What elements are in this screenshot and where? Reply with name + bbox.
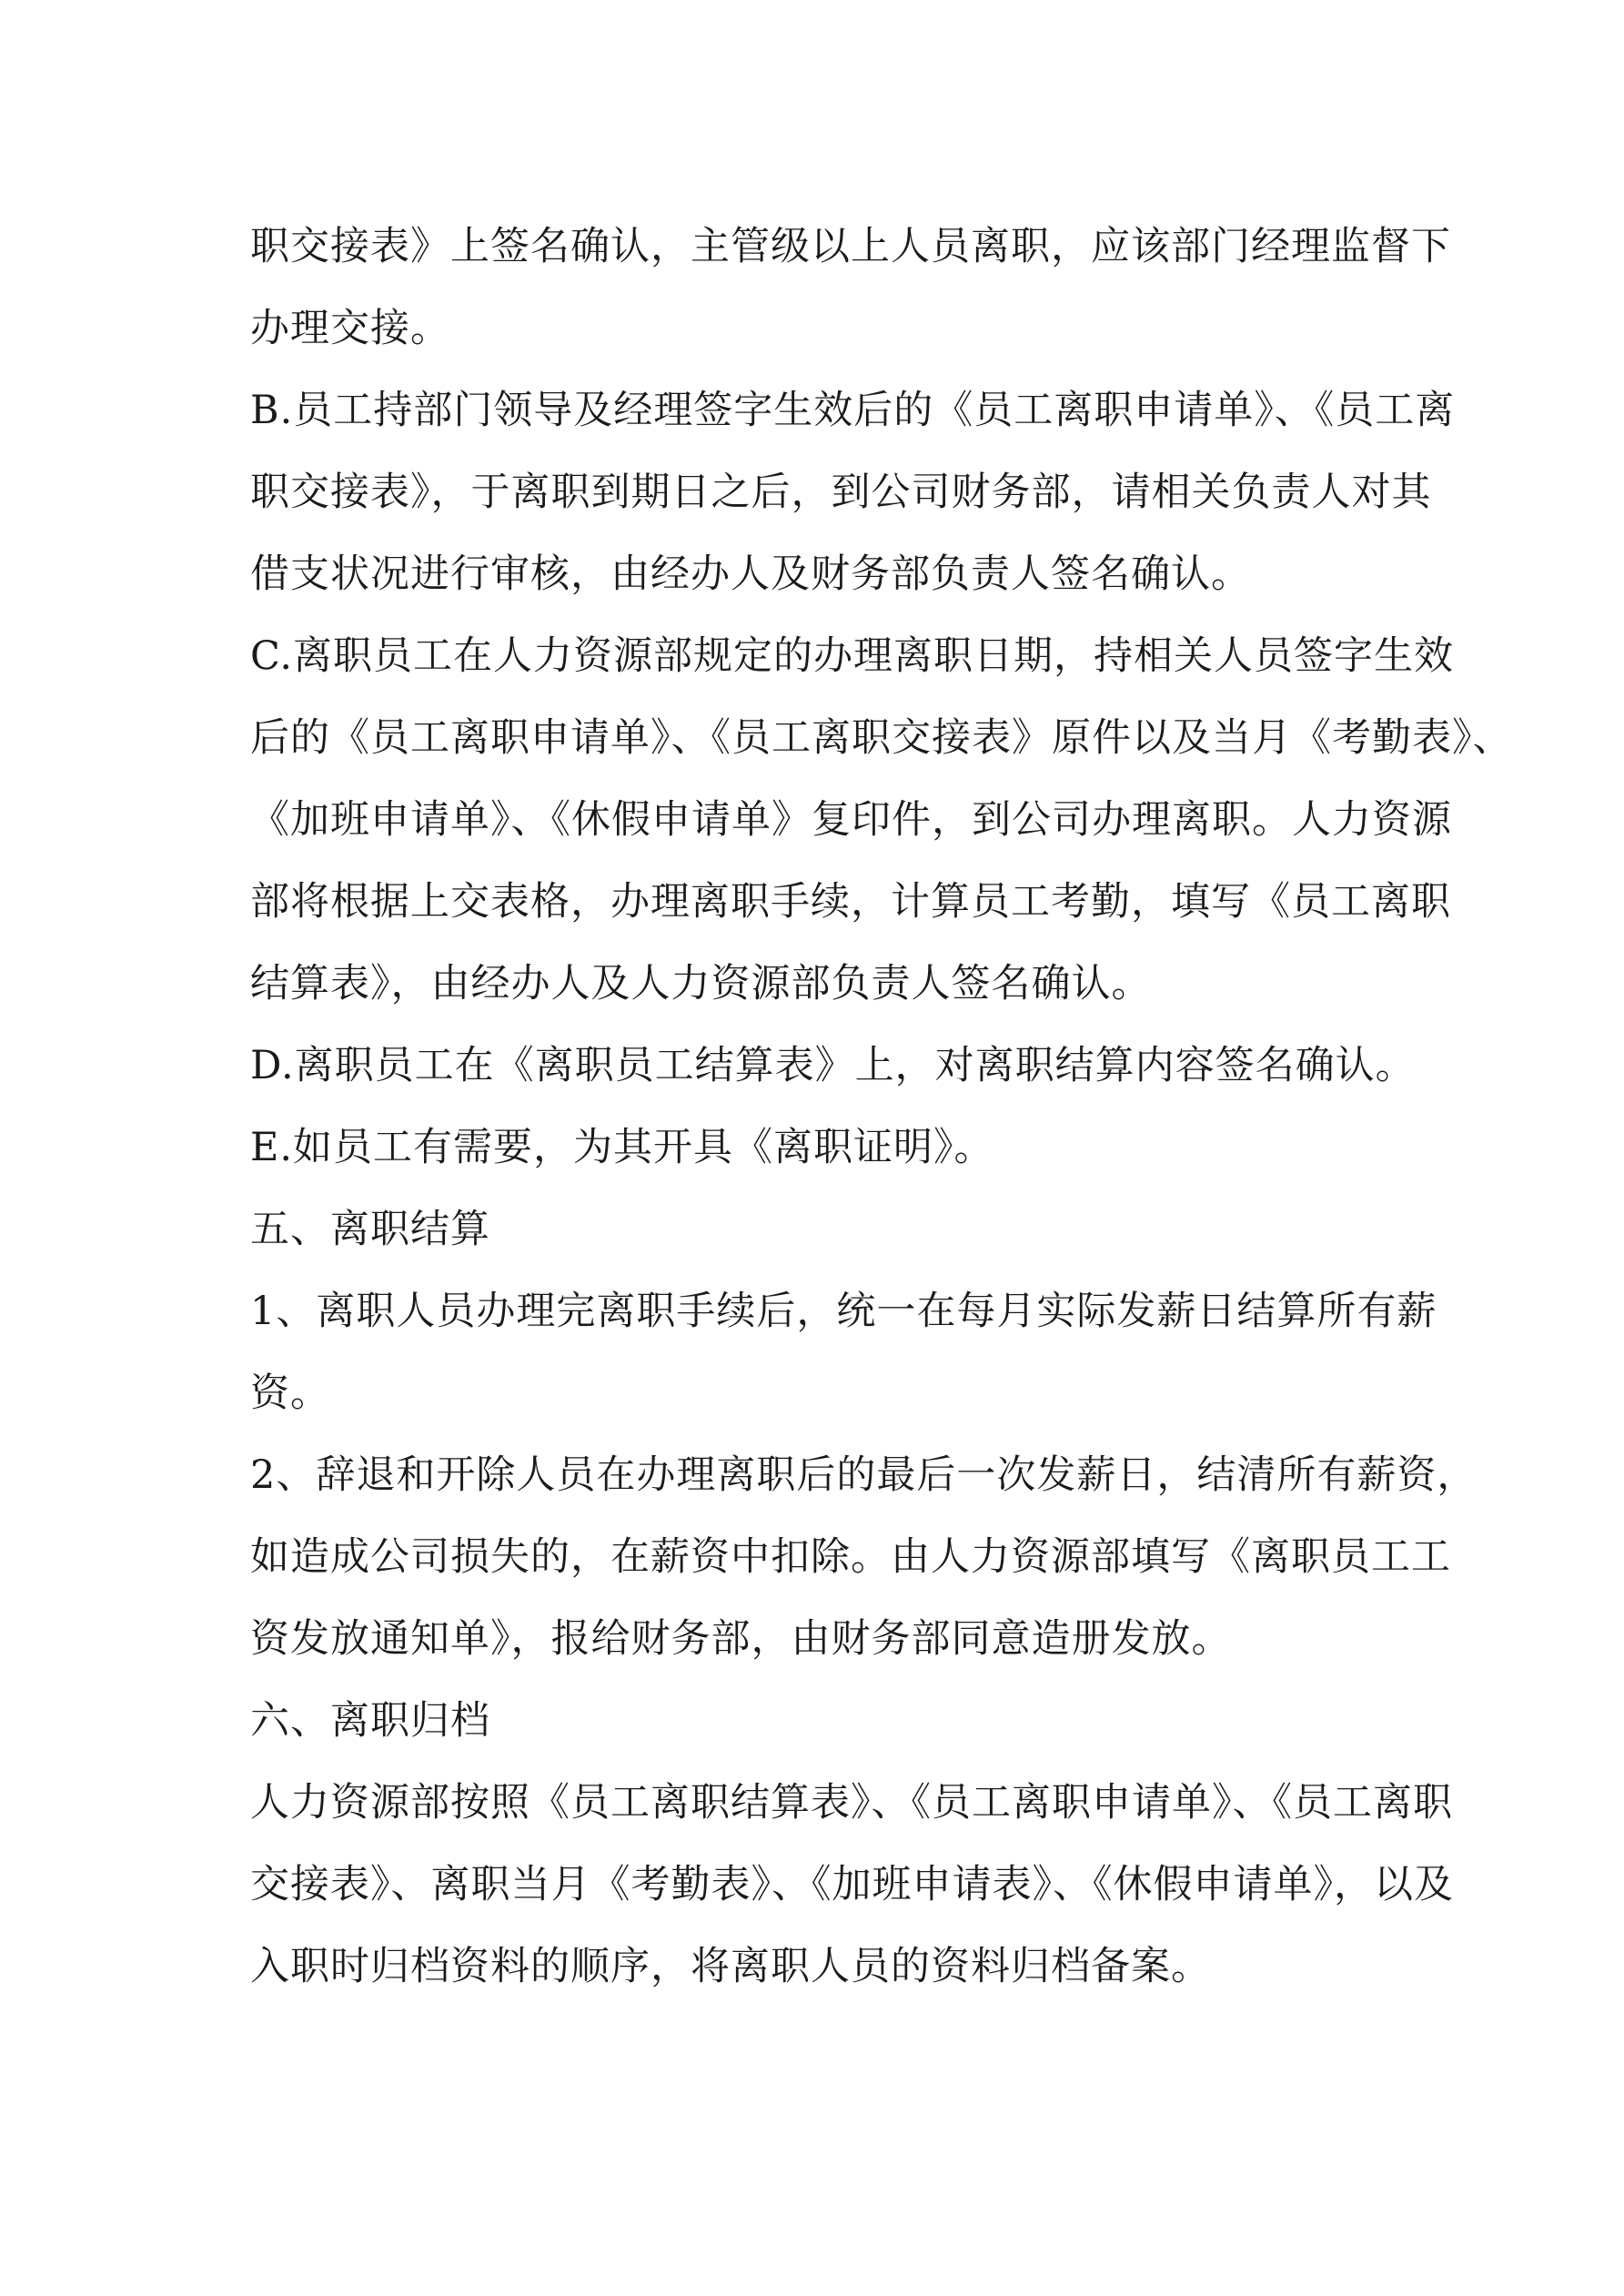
text-line: 1、离职人员办理完离职手续后，统一在每月实际发薪日结算所有薪 xyxy=(250,1289,1437,1334)
section-heading: 五、离职结算 xyxy=(250,1207,490,1252)
text-line: 部将根据上交表格，办理离职手续，计算员工考勤，填写《员工离职 xyxy=(250,879,1451,925)
text-line: 职交接表》，于离职到期日之后，到公司财务部，请相关负责人对其 xyxy=(250,470,1432,515)
text-line: C.离职员工在人力资源部规定的办理离职日期，持相关人员签字生效 xyxy=(250,633,1455,679)
section-heading: 六、离职归档 xyxy=(250,1698,490,1744)
text-line: 后的《员工离职申请单》、《员工离职交接表》原件以及当月《考勤表》、 xyxy=(250,715,1513,761)
text-line: 入职时归档资料的顺序，将离职人员的资料归档备案。 xyxy=(250,1944,1211,1989)
text-line: 人力资源部按照《员工离职结算表》、《员工离职申请单》、《员工离职 xyxy=(250,1780,1453,1826)
text-line: E.如员工有需要，为其开具《离职证明》。 xyxy=(250,1125,994,1170)
document-body xyxy=(250,206,1513,2008)
text-line: 2、辞退和开除人员在办理离职后的最后一次发薪日，结清所有薪资， xyxy=(250,1452,1478,1498)
text-line: 职交接表》上签名确认，主管级以上人员离职，应该部门经理监督下 xyxy=(250,224,1451,269)
text-line: B.员工持部门领导及经理签字生效后的《员工离职申请单》、《员工离 xyxy=(250,388,1456,433)
text-line: 资。 xyxy=(250,1371,330,1416)
text-line: 结算表》，由经办人及人力资源部负责人签名确认。 xyxy=(250,961,1152,1006)
text-line: 借支状况进行审核，由经办人及财务部负责人签名确认。 xyxy=(250,551,1251,597)
text-line: D.离职员工在《离职员工结算表》上，对离职结算内容签名确认。 xyxy=(250,1043,1416,1088)
text-line: 如造成公司损失的，在薪资中扣除。由人力资源部填写《离职员工工 xyxy=(250,1534,1451,1580)
text-line: 资发放通知单》，报给财务部，由财务部同意造册发放。 xyxy=(250,1616,1232,1662)
text-line: 《加班申请单》、《休假申请单》复印件，到公司办理离职。人力资源 xyxy=(250,797,1452,843)
text-line: 交接表》、离职当月《考勤表》、《加班申请表》、《休假申请单》，以及 xyxy=(250,1862,1454,1907)
text-line: 办理交接。 xyxy=(250,306,450,351)
